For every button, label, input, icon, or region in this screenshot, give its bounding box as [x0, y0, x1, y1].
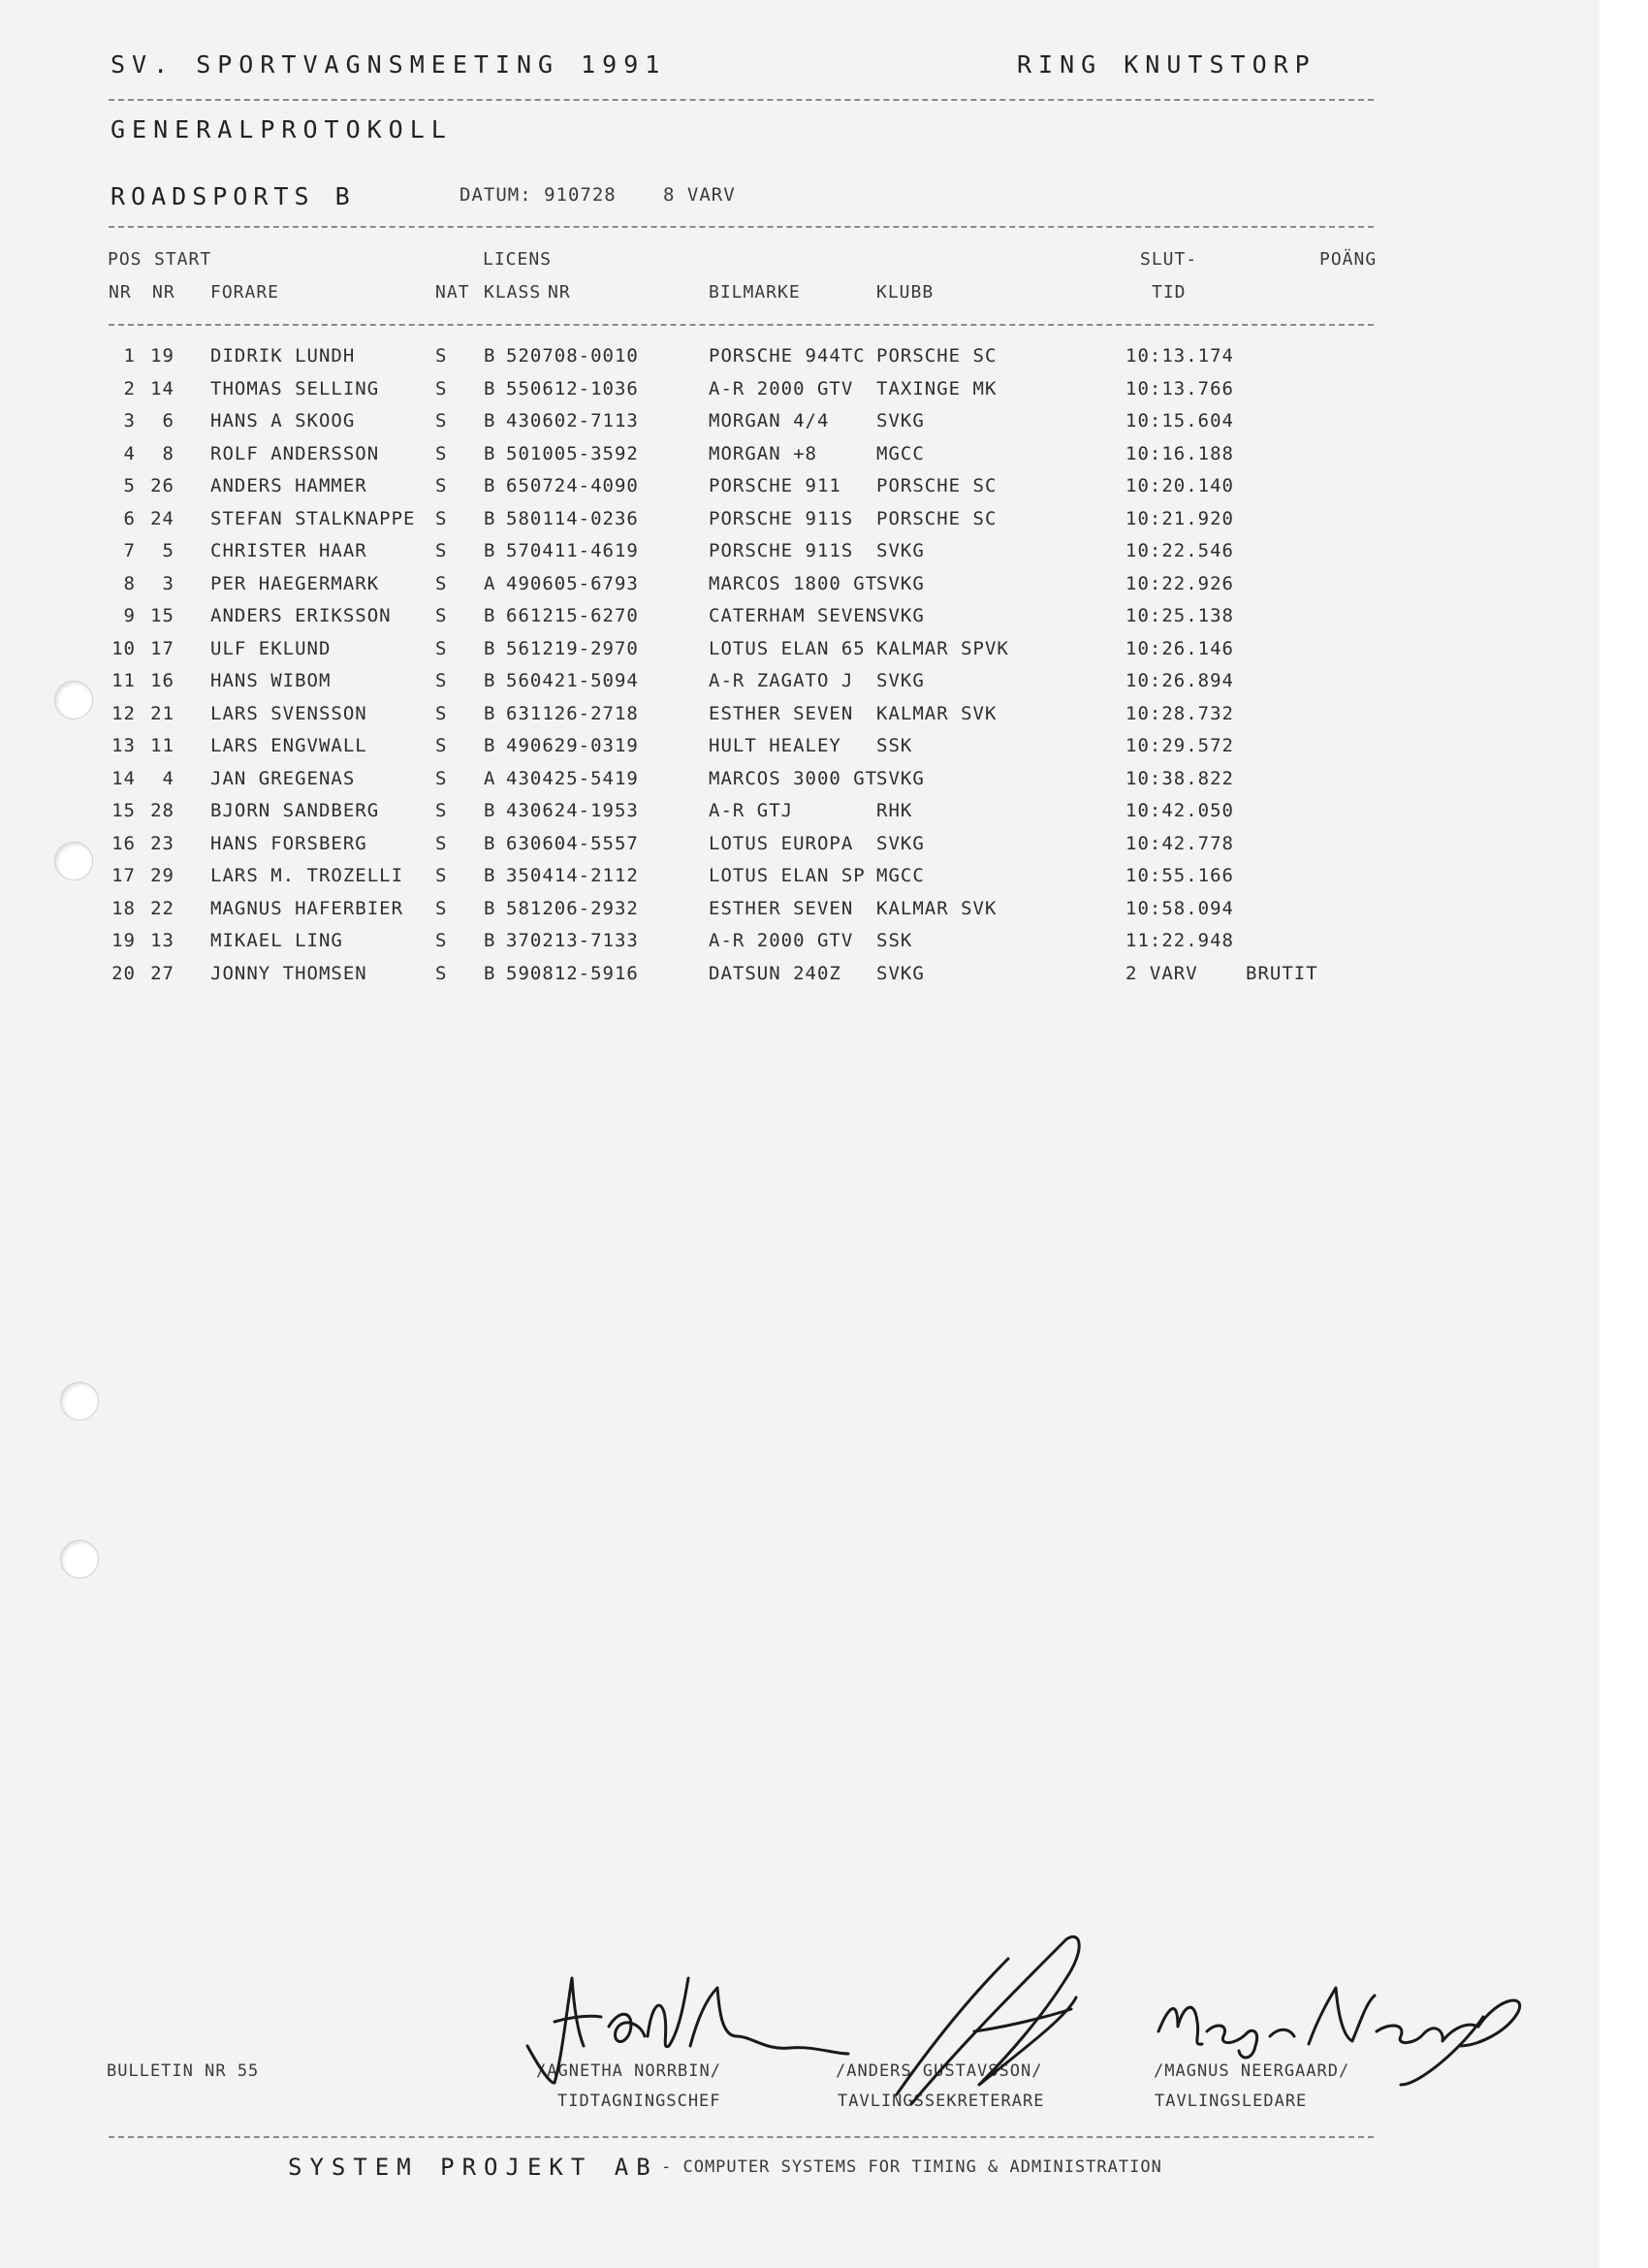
licence-number-cell: 560421-5094 [506, 670, 639, 691]
pos-cell: 3 [123, 410, 136, 431]
col-club: KLUBB [876, 282, 935, 303]
licence-number-cell: 350414-2112 [506, 865, 639, 886]
licence-class-cell: B [484, 930, 496, 951]
nationality-cell: S [435, 865, 448, 886]
nationality-cell: S [435, 345, 448, 367]
table-row [0, 638, 1600, 671]
car-make-cell: LOTUS ELAN 65 [709, 637, 866, 659]
club-cell: SVKG [876, 832, 925, 854]
driver-cell: HANS WIBOM [210, 670, 332, 691]
club-cell: SVKG [876, 767, 925, 789]
pos-cell: 1 [123, 345, 136, 367]
company-tagline: - COMPUTER SYSTEMS FOR TIMING & ADMINISTRATION [661, 2157, 1162, 2177]
pos-cell: 5 [123, 475, 136, 496]
nationality-cell: S [435, 897, 448, 919]
club-cell: SVKG [876, 540, 925, 561]
finish-time-cell: 2 VARV [1125, 962, 1198, 984]
pos-cell: 13 [111, 735, 136, 756]
start-number-cell: 24 [150, 507, 174, 529]
table-row [0, 508, 1600, 541]
signature-role: TIDTAGNINGSCHEF [557, 2092, 721, 2111]
car-make-cell: A-R GTJ [709, 800, 794, 821]
start-number-cell: 27 [150, 962, 174, 984]
pos-cell: 6 [123, 507, 136, 529]
club-cell: MGCC [876, 865, 925, 886]
col-class: KLASS [484, 282, 542, 303]
points-cell: BRUTIT [1246, 962, 1318, 984]
col-pos-nr: NR [109, 282, 132, 303]
class-title: ROADSPORTS B [111, 182, 356, 210]
finish-time-cell: 10:29.572 [1125, 735, 1234, 756]
club-cell: SVKG [876, 572, 925, 594]
licence-class-cell: A [484, 767, 496, 789]
race-laps: 8 VARV [663, 184, 736, 206]
nationality-cell: S [435, 962, 448, 984]
table-row [0, 735, 1600, 768]
finish-time-cell: 10:28.732 [1125, 702, 1234, 724]
table-row [0, 963, 1600, 996]
nationality-cell: S [435, 507, 448, 529]
pos-cell: 8 [123, 572, 136, 594]
start-number-cell: 23 [150, 832, 174, 854]
car-make-cell: HULT HEALEY [709, 735, 841, 756]
signature-role: TAVLINGSSEKRETERARE [838, 2092, 1045, 2111]
event-title: SV. SPORTVAGNSMEETING 1991 [111, 50, 667, 79]
nationality-cell: S [435, 540, 448, 561]
licence-number-cell: 570411-4619 [506, 540, 639, 561]
licence-number-cell: 590812-5916 [506, 962, 639, 984]
driver-cell: ANDERS HAMMER [210, 475, 367, 496]
table-row [0, 345, 1600, 378]
finish-time-cell: 10:15.604 [1125, 410, 1234, 431]
nationality-cell: S [435, 637, 448, 659]
car-make-cell: MARCOS 1800 GT [709, 572, 878, 594]
licence-class-cell: B [484, 507, 496, 529]
nationality-cell: S [435, 377, 448, 399]
nationality-cell: S [435, 702, 448, 724]
driver-cell: LARS M. TROZELLI [210, 865, 404, 886]
start-number-cell: 15 [150, 605, 174, 626]
results-table [0, 345, 1600, 995]
club-cell: KALMAR SVK [876, 897, 998, 919]
start-number-cell: 4 [162, 767, 174, 789]
col-start-nr: NR [152, 282, 175, 303]
pos-cell: 11 [111, 670, 136, 691]
race-date: DATUM: 910728 [460, 184, 617, 206]
nationality-cell: S [435, 670, 448, 691]
table-row [0, 573, 1600, 606]
driver-cell: JONNY THOMSEN [210, 962, 367, 984]
licence-number-cell: 501005-3592 [506, 442, 639, 464]
start-number-cell: 3 [162, 572, 174, 594]
col-slut-top: SLUT- [1140, 249, 1198, 270]
nationality-cell: S [435, 930, 448, 951]
protocol-title: GENERALPROTOKOLL [111, 115, 453, 144]
divider [109, 2136, 1374, 2138]
pos-cell: 18 [111, 897, 136, 919]
table-row [0, 800, 1600, 833]
page-edge [1600, 0, 1648, 2268]
start-number-cell: 19 [150, 345, 174, 367]
driver-cell: STEFAN STALKNAPPE [210, 507, 416, 529]
col-driver: FORARE [210, 282, 280, 303]
start-number-cell: 29 [150, 865, 174, 886]
car-make-cell: LOTUS ELAN SP [709, 865, 866, 886]
driver-cell: MAGNUS HAFERBIER [210, 897, 404, 919]
car-make-cell: A-R ZAGATO J [709, 670, 854, 691]
start-number-cell: 14 [150, 377, 174, 399]
col-time: TID [1152, 282, 1187, 303]
licence-class-cell: B [484, 897, 496, 919]
pos-cell: 14 [111, 767, 136, 789]
licence-number-cell: 430624-1953 [506, 800, 639, 821]
licence-number-cell: 520708-0010 [506, 345, 639, 367]
club-cell: RHK [876, 800, 913, 821]
car-make-cell: DATSUN 240Z [709, 962, 841, 984]
pos-cell: 7 [123, 540, 136, 561]
table-row [0, 930, 1600, 963]
table-row [0, 833, 1600, 866]
company-name: SYSTEM PROJEKT AB [288, 2154, 658, 2181]
col-car: BILMARKE [709, 282, 801, 303]
pos-cell: 19 [111, 930, 136, 951]
licence-class-cell: B [484, 962, 496, 984]
licence-number-cell: 561219-2970 [506, 637, 639, 659]
licence-class-cell: B [484, 345, 496, 367]
licence-class-cell: B [484, 605, 496, 626]
start-number-cell: 5 [162, 540, 174, 561]
divider [109, 324, 1374, 326]
car-make-cell: A-R 2000 GTV [709, 377, 854, 399]
car-make-cell: PORSCHE 944TC [709, 345, 866, 367]
driver-cell: THOMAS SELLING [210, 377, 380, 399]
nationality-cell: S [435, 442, 448, 464]
driver-cell: ULF EKLUND [210, 637, 332, 659]
licence-class-cell: B [484, 865, 496, 886]
nationality-cell: S [435, 605, 448, 626]
col-points: POÄNG [1319, 249, 1378, 270]
car-make-cell: MARCOS 3000 GT [709, 767, 878, 789]
pos-cell: 4 [123, 442, 136, 464]
finish-time-cell: 10:13.766 [1125, 377, 1234, 399]
start-number-cell: 6 [162, 410, 174, 431]
finish-time-cell: 10:55.166 [1125, 865, 1234, 886]
driver-cell: LARS SVENSSON [210, 702, 367, 724]
driver-cell: ROLF ANDERSSON [210, 442, 380, 464]
car-make-cell: PORSCHE 911S [709, 540, 854, 561]
finish-time-cell: 10:22.926 [1125, 572, 1234, 594]
club-cell: SSK [876, 930, 913, 951]
licence-class-cell: B [484, 442, 496, 464]
table-row [0, 475, 1600, 508]
club-cell: SSK [876, 735, 913, 756]
pos-cell: 20 [111, 962, 136, 984]
table-row [0, 410, 1600, 443]
finish-time-cell: 10:42.050 [1125, 800, 1234, 821]
punch-hole [60, 1540, 99, 1579]
pos-cell: 10 [111, 637, 136, 659]
pos-cell: 12 [111, 702, 136, 724]
licence-number-cell: 580114-0236 [506, 507, 639, 529]
club-cell: MGCC [876, 442, 925, 464]
club-cell: SVKG [876, 670, 925, 691]
pos-cell: 2 [123, 377, 136, 399]
driver-cell: ANDERS ERIKSSON [210, 605, 392, 626]
signature-name: /AGNETHA NORRBIN/ [536, 2061, 721, 2081]
table-row [0, 898, 1600, 931]
start-number-cell: 8 [162, 442, 174, 464]
licence-number-cell: 661215-6270 [506, 605, 639, 626]
col-pos-top: POS [108, 249, 143, 270]
table-row [0, 768, 1600, 801]
driver-cell: CHRISTER HAAR [210, 540, 367, 561]
table-row [0, 670, 1600, 703]
start-number-cell: 22 [150, 897, 174, 919]
driver-cell: LARS ENGVWALL [210, 735, 367, 756]
start-number-cell: 21 [150, 702, 174, 724]
licence-class-cell: B [484, 800, 496, 821]
nationality-cell: S [435, 410, 448, 431]
nationality-cell: S [435, 572, 448, 594]
car-make-cell: MORGAN 4/4 [709, 410, 830, 431]
licence-number-cell: 370213-7133 [506, 930, 639, 951]
car-make-cell: ESTHER SEVEN [709, 897, 854, 919]
licence-number-cell: 490605-6793 [506, 572, 639, 594]
licence-class-cell: B [484, 637, 496, 659]
venue-title: RING KNUTSTORP [1017, 50, 1316, 79]
divider [109, 99, 1374, 101]
licence-class-cell: B [484, 540, 496, 561]
col-licence-nr: NR [548, 282, 571, 303]
licence-class-cell: B [484, 377, 496, 399]
club-cell: KALMAR SVK [876, 702, 998, 724]
driver-cell: PER HAEGERMARK [210, 572, 380, 594]
licence-class-cell: B [484, 475, 496, 496]
car-make-cell: A-R 2000 GTV [709, 930, 854, 951]
finish-time-cell: 10:22.546 [1125, 540, 1234, 561]
licence-class-cell: B [484, 670, 496, 691]
club-cell: PORSCHE SC [876, 345, 998, 367]
licence-number-cell: 650724-4090 [506, 475, 639, 496]
club-cell: SVKG [876, 410, 925, 431]
table-row [0, 703, 1600, 736]
driver-cell: BJORN SANDBERG [210, 800, 380, 821]
car-make-cell: CATERHAM SEVEN [709, 605, 878, 626]
table-row [0, 540, 1600, 573]
driver-cell: HANS A SKOOG [210, 410, 356, 431]
club-cell: SVKG [876, 605, 925, 626]
finish-time-cell: 10:26.894 [1125, 670, 1234, 691]
col-start-top: START [154, 249, 212, 270]
table-row [0, 443, 1600, 476]
finish-time-cell: 10:38.822 [1125, 767, 1234, 789]
licence-number-cell: 430602-7113 [506, 410, 639, 431]
pos-cell: 16 [111, 832, 136, 854]
start-number-cell: 28 [150, 800, 174, 821]
licence-class-cell: B [484, 735, 496, 756]
bulletin-number: BULLETIN NR 55 [107, 2061, 260, 2081]
car-make-cell: PORSCHE 911 [709, 475, 841, 496]
club-cell: KALMAR SPVK [876, 637, 1009, 659]
start-number-cell: 11 [150, 735, 174, 756]
nationality-cell: S [435, 475, 448, 496]
finish-time-cell: 10:58.094 [1125, 897, 1234, 919]
signature-name: /MAGNUS NEERGAARD/ [1154, 2061, 1350, 2081]
club-cell: PORSCHE SC [876, 475, 998, 496]
nationality-cell: S [435, 767, 448, 789]
licence-number-cell: 550612-1036 [506, 377, 639, 399]
car-make-cell: ESTHER SEVEN [709, 702, 854, 724]
driver-cell: MIKAEL LING [210, 930, 343, 951]
licence-number-cell: 430425-5419 [506, 767, 639, 789]
licence-number-cell: 631126-2718 [506, 702, 639, 724]
car-make-cell: LOTUS EUROPA [709, 832, 854, 854]
finish-time-cell: 10:42.778 [1125, 832, 1234, 854]
licence-number-cell: 630604-5557 [506, 832, 639, 854]
pos-cell: 15 [111, 800, 136, 821]
nationality-cell: S [435, 832, 448, 854]
finish-time-cell: 10:25.138 [1125, 605, 1234, 626]
car-make-cell: MORGAN +8 [709, 442, 817, 464]
pos-cell: 17 [111, 865, 136, 886]
punch-hole [60, 1382, 99, 1421]
club-cell: SVKG [876, 962, 925, 984]
signature-role: TAVLINGSLEDARE [1155, 2092, 1308, 2111]
finish-time-cell: 10:16.188 [1125, 442, 1234, 464]
pos-cell: 9 [123, 605, 136, 626]
start-number-cell: 16 [150, 670, 174, 691]
start-number-cell: 26 [150, 475, 174, 496]
licence-class-cell: B [484, 832, 496, 854]
signature-name: /ANDERS GUSTAVSSON/ [836, 2061, 1043, 2081]
finish-time-cell: 10:21.920 [1125, 507, 1234, 529]
licence-number-cell: 490629-0319 [506, 735, 639, 756]
table-row [0, 378, 1600, 411]
licence-class-cell: B [484, 702, 496, 724]
col-nat: NAT [435, 282, 470, 303]
divider [109, 226, 1374, 228]
driver-cell: DIDRIK LUNDH [210, 345, 356, 367]
col-licens-top: LICENS [483, 249, 553, 270]
start-number-cell: 13 [150, 930, 174, 951]
finish-time-cell: 10:13.174 [1125, 345, 1234, 367]
licence-number-cell: 581206-2932 [506, 897, 639, 919]
club-cell: PORSCHE SC [876, 507, 998, 529]
club-cell: TAXINGE MK [876, 377, 998, 399]
car-make-cell: PORSCHE 911S [709, 507, 854, 529]
finish-time-cell: 10:20.140 [1125, 475, 1234, 496]
driver-cell: JAN GREGENAS [210, 767, 356, 789]
licence-class-cell: A [484, 572, 496, 594]
finish-time-cell: 10:26.146 [1125, 637, 1234, 659]
licence-class-cell: B [484, 410, 496, 431]
nationality-cell: S [435, 735, 448, 756]
table-row [0, 605, 1600, 638]
nationality-cell: S [435, 800, 448, 821]
start-number-cell: 17 [150, 637, 174, 659]
finish-time-cell: 11:22.948 [1125, 930, 1234, 951]
driver-cell: HANS FORSBERG [210, 832, 367, 854]
table-row [0, 865, 1600, 898]
